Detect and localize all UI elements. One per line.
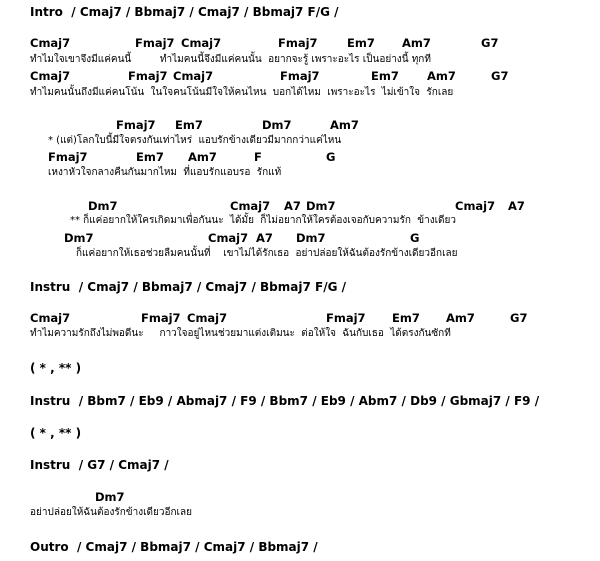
chord: Cmaj7 bbox=[230, 199, 271, 213]
chord: Fmaj7 bbox=[326, 311, 366, 325]
chord: G bbox=[326, 150, 336, 164]
chord: Em7 bbox=[347, 36, 375, 50]
chord: Dm7 bbox=[306, 199, 336, 213]
lyric-line: ทำไมคนนั้นถึงมีแค่คนโน้น ในใจคนโน้นมีใจให้คนไหน บอกได้ไหม เพราะอะไร ไม่เข้าใจ รักเลย bbox=[30, 87, 454, 98]
instru-line: Instru / Cmaj7 / Bbmaj7 / Cmaj7 / Bbmaj7 F/G / bbox=[30, 280, 346, 294]
chord: Cmaj7 bbox=[173, 69, 214, 83]
chord: Am7 bbox=[427, 69, 456, 83]
chord: Am7 bbox=[402, 36, 431, 50]
chord: Em7 bbox=[136, 150, 164, 164]
chord: Fmaj7 bbox=[278, 36, 318, 50]
chord: Dm7 bbox=[296, 231, 326, 245]
chord: Cmaj7 bbox=[181, 36, 222, 50]
chord: A7 bbox=[256, 231, 273, 245]
chord: Dm7 bbox=[64, 231, 94, 245]
lyric-line: * (แต่)โลกใบนี้มีใจตรงกันเท่าไหร่ แอบรักข้างเดียวมีมากกว่าแค่ไหน bbox=[48, 135, 342, 146]
chord: Fmaj7 bbox=[48, 150, 88, 164]
lyric-line: ทำไมความรักถึงไม่พอดีนะ กาวใจอยู่ไหนช่วยมาแต่งเติมนะ ต่อให้ใจ ฉันกับเธอ ได้ตรงกันซักที bbox=[30, 328, 451, 339]
repeat-marker: ( * , ** ) bbox=[30, 426, 82, 440]
lyric-line: ทำไมใจเขาจึงมีแค่คนนี้ ทำไมคนนี้จึงมีแค่คนนั้น อยากจะรู้ เพราะอะไร เป็นอย่างนี้ ทุกที bbox=[30, 54, 431, 65]
chord: Cmaj7 bbox=[187, 311, 228, 325]
repeat-marker: ( * , ** ) bbox=[30, 361, 82, 375]
instru-line: Instru / G7 / Cmaj7 / bbox=[30, 458, 169, 472]
outro-line: Outro / Cmaj7 / Bbmaj7 / Cmaj7 / Bbmaj7 / bbox=[30, 540, 318, 554]
lyric-line: อย่าปล่อยให้ฉันต้องรักข้างเดียวอีกเลย bbox=[30, 507, 192, 518]
chord: Fmaj7 bbox=[116, 118, 156, 132]
chord: Dm7 bbox=[88, 199, 118, 213]
chord: Fmaj7 bbox=[128, 69, 168, 83]
chord: Fmaj7 bbox=[135, 36, 175, 50]
chord: Dm7 bbox=[262, 118, 292, 132]
chord: Cmaj7 bbox=[30, 311, 71, 325]
chord: A7 bbox=[508, 199, 525, 213]
chord: Fmaj7 bbox=[141, 311, 181, 325]
chord: Cmaj7 bbox=[208, 231, 249, 245]
instru-line: Instru / Bbm7 / Eb9 / Abmaj7 / F9 / Bbm7 / Eb9 / Abm7 / Db9 / Gbmaj7 / F9 / bbox=[30, 394, 540, 408]
chord: G7 bbox=[491, 69, 509, 83]
intro-line: Intro / Cmaj7 / Bbmaj7 / Cmaj7 / Bbmaj7 F/G / bbox=[30, 5, 339, 19]
lyric-line: ก็แค่อยากให้เธอช่วยลืมคนนั้นที่ เขาไม่ได้รักเธอ อย่าปล่อยให้ฉันต้องรักข้างเดียวอีกเลย bbox=[76, 248, 458, 259]
lyric-line: ** ก็แค่อยากให้ใครเกิดมาเพื่อกันนะ ได้มั้ย ก็ไม่อยากให้ใครต้องเจอกับความรัก ข้างเดียว bbox=[70, 215, 457, 226]
chord: G7 bbox=[481, 36, 499, 50]
chord: Em7 bbox=[371, 69, 399, 83]
chord: Em7 bbox=[392, 311, 420, 325]
chord: Dm7 bbox=[95, 490, 125, 504]
chord: G7 bbox=[510, 311, 528, 325]
chord: F bbox=[254, 150, 262, 164]
chord: Cmaj7 bbox=[455, 199, 496, 213]
chord: Cmaj7 bbox=[30, 36, 71, 50]
chord: G bbox=[410, 231, 420, 245]
chord: A7 bbox=[284, 199, 301, 213]
lyric-line: เหงาหัวใจกลางคืนกันมากไหม ที่แอบรักแอบรอ รักแท้ bbox=[48, 167, 282, 178]
chord: Am7 bbox=[446, 311, 475, 325]
chord: Fmaj7 bbox=[280, 69, 320, 83]
chord: Am7 bbox=[188, 150, 217, 164]
chord: Am7 bbox=[330, 118, 359, 132]
chord: Cmaj7 bbox=[30, 69, 71, 83]
chord: Em7 bbox=[175, 118, 203, 132]
